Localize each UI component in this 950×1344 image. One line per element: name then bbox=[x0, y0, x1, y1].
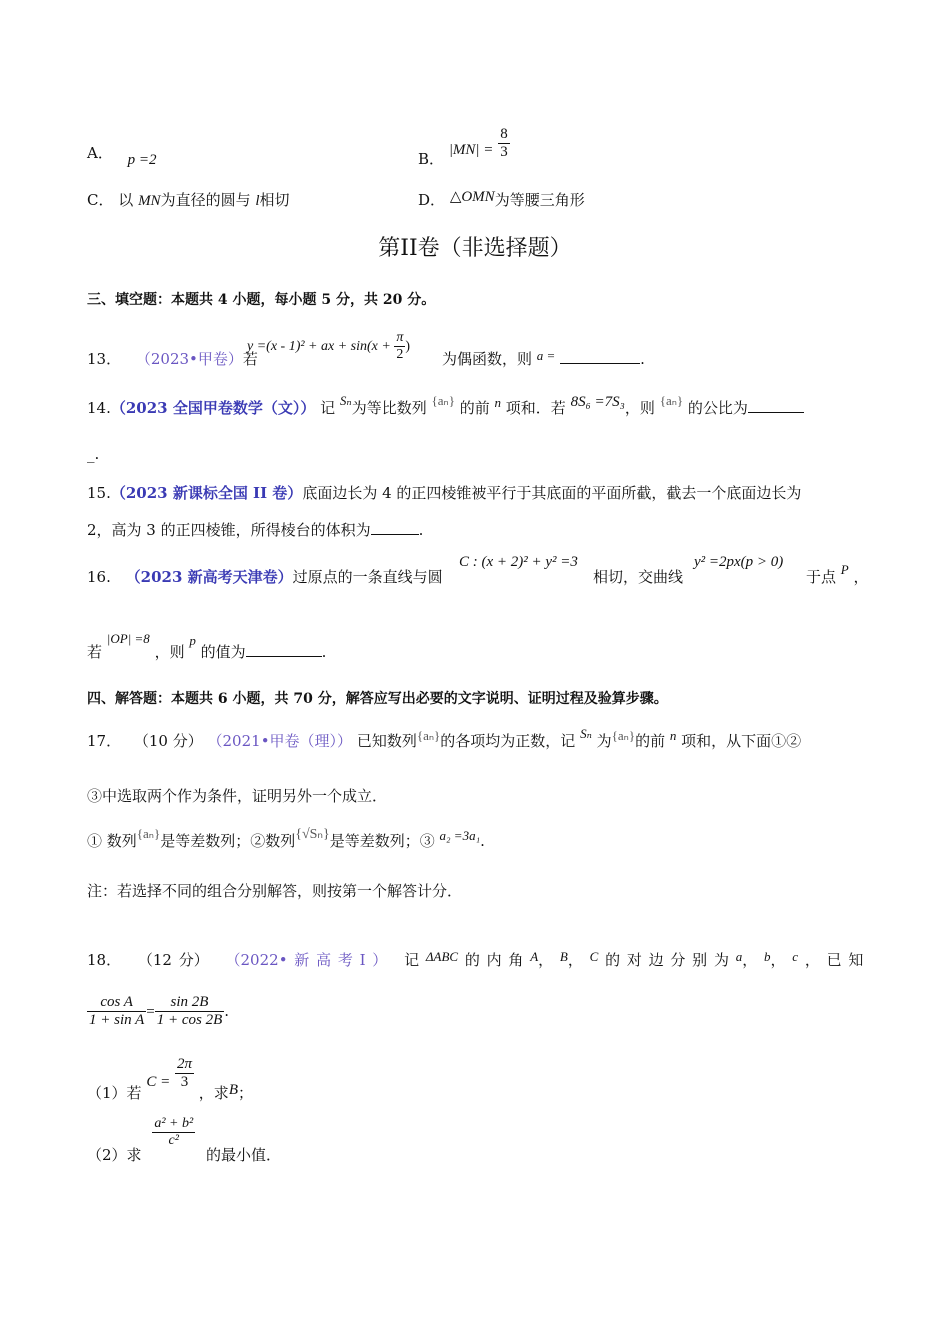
question-18: 18． （12 分） （2022• 新 高 考 Ⅰ ） 记 ΔABC 的 内 角 A， B， C 的 对 边 分 别 为 a， b， c ， 已 知 bbox=[87, 949, 864, 969]
part-label: （2）求 bbox=[87, 1146, 142, 1164]
fraction-numerator: cos A bbox=[87, 994, 146, 1012]
period: . bbox=[480, 832, 485, 850]
part-text: ，求 bbox=[198, 1084, 229, 1102]
equation: 8S₆ =7S₃ bbox=[570, 394, 625, 410]
fraction-a2b2-c2 bbox=[152, 1116, 195, 1149]
q14-tail: _. bbox=[87, 445, 100, 463]
n: n bbox=[494, 395, 502, 410]
an: {aₙ} bbox=[659, 393, 684, 408]
question-14 bbox=[87, 393, 804, 418]
sqrt-sn: {√Sₙ} bbox=[295, 827, 330, 842]
question-15 bbox=[87, 482, 801, 503]
option-c-text: 相切 bbox=[259, 191, 290, 209]
question-source: （2023•甲卷） bbox=[135, 350, 243, 368]
fraction-denominator: c² bbox=[168, 1133, 179, 1149]
angle-c: C bbox=[589, 949, 599, 964]
question-text: 过原点的一条直线与圆 bbox=[292, 568, 443, 586]
question-17-conditions bbox=[87, 826, 485, 851]
fraction-denominator: 1 + sin A bbox=[89, 1012, 145, 1029]
n: n bbox=[669, 728, 677, 743]
option-b bbox=[418, 126, 510, 168]
circle-equation bbox=[459, 554, 578, 571]
option-c-label: C． bbox=[87, 191, 114, 209]
question-text: 的公比为 bbox=[687, 399, 748, 417]
question-source: （2021•甲卷（理）） bbox=[207, 732, 353, 750]
pi-over-2 bbox=[394, 330, 405, 363]
condition-text: 是等差数列；②数列 bbox=[160, 832, 296, 850]
page-title: 第II卷（非选择题） bbox=[378, 236, 572, 261]
question-text: 为 bbox=[596, 732, 612, 750]
an: {aₙ} bbox=[431, 393, 455, 408]
option-b-math: |MN| = bbox=[448, 141, 494, 158]
sn: Sₙ bbox=[339, 393, 352, 408]
sn: Sₙ bbox=[580, 726, 592, 741]
question-16-line2 bbox=[87, 631, 327, 662]
period: . bbox=[321, 643, 327, 661]
question-score: （10 分） bbox=[133, 732, 203, 750]
q16-mid: 相切，交曲线 bbox=[593, 568, 684, 586]
op-equation: |OP| =8 bbox=[106, 631, 150, 646]
question-text: 若 bbox=[242, 350, 258, 368]
question-text: 为等比数列 bbox=[351, 399, 427, 417]
period: . bbox=[640, 350, 645, 368]
triangle-abc: ΔABC bbox=[425, 949, 459, 964]
question-text: 项和．若 bbox=[505, 399, 566, 417]
fraction-denominator: 2 bbox=[396, 347, 404, 363]
option-c-mn: MN bbox=[138, 193, 161, 209]
section-heading: 四、解答题：本题共 6 小题，共 70 分，解答应写出必要的文字说明、证明过程及验算步骤。 bbox=[87, 691, 668, 707]
question-17-note: 注：若选择不同的组合分别解答，则按第一个解答计分． bbox=[87, 882, 463, 900]
section-heading: 三、填空题：本题共 4 小题，每小题 5 分，共 20 分。 bbox=[87, 292, 436, 308]
option-a-label: A． bbox=[87, 144, 113, 162]
fraction-numerator: 8 bbox=[498, 126, 510, 144]
formula: y =(x - 1)² + ax + sin(x + bbox=[247, 338, 391, 354]
fraction-numerator: a² + b² bbox=[152, 1116, 195, 1133]
question-16 bbox=[87, 566, 443, 587]
semicolon: ； bbox=[237, 1084, 253, 1102]
question-text: 若 bbox=[87, 643, 103, 661]
angle-b: B bbox=[228, 1082, 238, 1098]
q18-part-1 bbox=[87, 1056, 253, 1102]
question-text: 项和，从下面①② bbox=[681, 732, 802, 750]
question-text: ，则 bbox=[154, 643, 185, 661]
point-p: P bbox=[840, 562, 849, 577]
fraction-cos-a bbox=[87, 994, 146, 1030]
q18-given-equation bbox=[87, 994, 229, 1030]
option-d-label: D． bbox=[418, 191, 446, 209]
question-score: （12 分） bbox=[137, 951, 209, 969]
question-text: 底面边长为 4 的正四棱锥被平行于其底面的平面所截，截去一个底面边长为 bbox=[302, 484, 802, 502]
answer-blank[interactable] bbox=[371, 520, 419, 535]
part-text: 的最小值． bbox=[205, 1146, 281, 1164]
option-d-math: △OMN bbox=[449, 189, 495, 205]
question-source: （2023 新课标全国 II 卷） bbox=[110, 484, 303, 502]
fraction-denominator: 3 bbox=[180, 1074, 189, 1091]
question-17-line2: ③中选取两个作为条件，证明另外一个成立． bbox=[87, 787, 388, 805]
q16-tail bbox=[806, 562, 869, 587]
answer-blank[interactable] bbox=[246, 642, 322, 657]
fraction-denominator: 3 bbox=[500, 144, 508, 161]
question-text: 记 bbox=[320, 399, 336, 417]
period: . bbox=[224, 1001, 230, 1020]
q13-formula bbox=[247, 330, 410, 363]
angle-b: B bbox=[559, 949, 568, 964]
question-text: 的 对 边 分 别 为 bbox=[605, 951, 729, 969]
question-15-line2 bbox=[87, 519, 423, 540]
question-text: ，则 bbox=[624, 399, 655, 417]
a-equals: a = bbox=[536, 348, 556, 363]
side-c: c bbox=[792, 949, 799, 964]
question-number: 17． bbox=[87, 732, 122, 750]
question-number: 18． bbox=[87, 951, 122, 969]
fraction-sin-2b bbox=[155, 994, 225, 1030]
fraction-numerator: sin 2B bbox=[155, 994, 225, 1012]
condition-3-math: a₂ =3a₁ bbox=[439, 828, 481, 843]
condition-text: 是等差数列；③ bbox=[329, 832, 435, 850]
question-text: 的值为 bbox=[200, 643, 246, 661]
an: {aₙ} bbox=[611, 728, 636, 743]
question-text: ， 已 知 bbox=[804, 951, 864, 969]
question-text: 的各项均为正数，记 bbox=[440, 732, 576, 750]
formula: y² =2px(p > 0) bbox=[694, 554, 784, 570]
option-a-math: p =2 bbox=[127, 152, 157, 168]
angle-a: A bbox=[530, 949, 539, 964]
answer-blank[interactable] bbox=[560, 349, 640, 364]
option-c-l: l bbox=[255, 193, 260, 209]
option-c bbox=[87, 189, 290, 210]
option-a bbox=[87, 142, 157, 168]
condition-1: ① 数列 bbox=[87, 832, 137, 850]
question-text: 2，高为 3 的正四棱锥，所得棱台的体积为 bbox=[87, 521, 371, 539]
q18-part-2 bbox=[87, 1116, 281, 1164]
side-a: a bbox=[735, 949, 743, 964]
c-equals: C = bbox=[146, 1074, 171, 1090]
question-text: 已知数列 bbox=[356, 732, 417, 750]
option-b-fraction bbox=[498, 126, 510, 162]
question-text: 的 内 角 bbox=[464, 951, 524, 969]
question-13 bbox=[87, 348, 258, 369]
option-d-text: 为等腰三角形 bbox=[494, 191, 585, 209]
question-text: 记 bbox=[404, 951, 420, 969]
option-b-label: B． bbox=[418, 149, 445, 168]
answer-blank[interactable] bbox=[748, 398, 804, 413]
option-c-text: 为直径的圆与 bbox=[160, 191, 251, 209]
question-source: （2023 新高考天津卷） bbox=[125, 568, 293, 586]
comma: ， bbox=[853, 568, 869, 586]
question-number: 15. bbox=[87, 484, 111, 502]
fraction-denominator: 1 + cos 2B bbox=[156, 1012, 223, 1029]
question-17 bbox=[87, 726, 802, 751]
question-source: （2022• 新 高 考 Ⅰ ） bbox=[225, 951, 388, 969]
question-text: 为偶函数，则 bbox=[442, 350, 533, 368]
question-number: 13． bbox=[87, 350, 122, 368]
question-text: 的前 bbox=[459, 399, 490, 417]
question-text: 的前 bbox=[635, 732, 666, 750]
p: p bbox=[189, 633, 196, 648]
equals: = bbox=[146, 1003, 155, 1020]
fraction-2pi-3 bbox=[175, 1056, 194, 1092]
question-number: 14. bbox=[87, 399, 111, 417]
formula-close: ) bbox=[405, 338, 411, 354]
question-source: （2023 全国甲卷数学（文）） bbox=[110, 399, 316, 417]
an: {aₙ} bbox=[416, 728, 441, 743]
side-b: b bbox=[764, 949, 771, 964]
option-d bbox=[418, 189, 585, 210]
question-number: 16. bbox=[87, 568, 111, 586]
part-label: （1）若 bbox=[87, 1084, 142, 1102]
an: {aₙ} bbox=[136, 826, 161, 841]
q13-tail bbox=[442, 348, 645, 369]
question-text: 于点 bbox=[806, 568, 837, 586]
fraction-numerator: 2π bbox=[175, 1056, 194, 1074]
period: . bbox=[418, 521, 424, 539]
fraction-numerator: π bbox=[394, 330, 405, 347]
curve-equation bbox=[694, 554, 783, 571]
formula: C : (x + 2)² + y² =3 bbox=[459, 554, 578, 570]
option-c-text: 以 bbox=[118, 191, 134, 209]
